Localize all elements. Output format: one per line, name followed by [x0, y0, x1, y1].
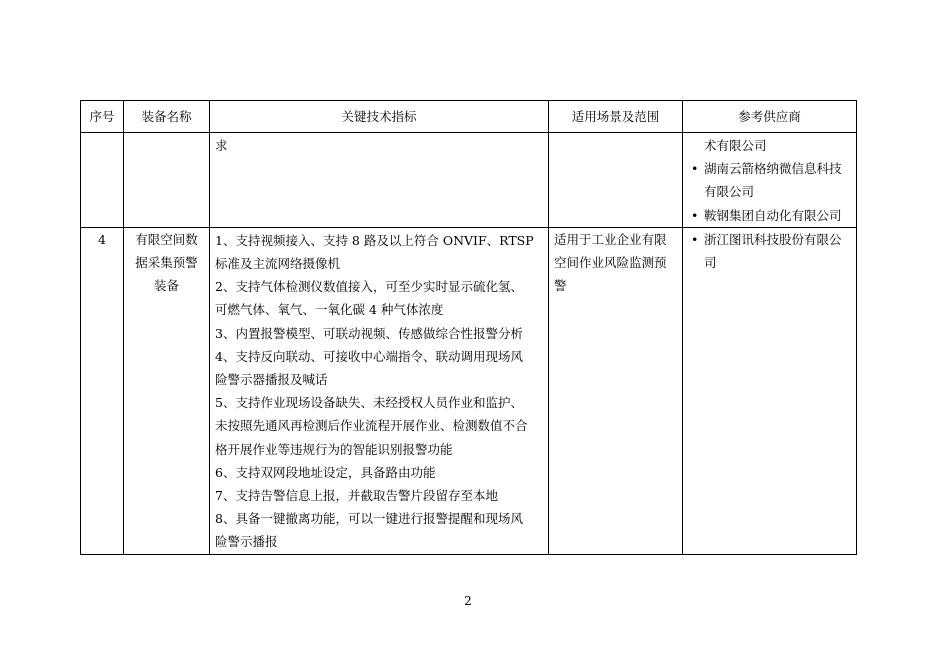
- cont-supplier-cell: [683, 133, 857, 228]
- tech-line: 5、支持作业现场设备缺失、未经授权人员作业和监护、: [215, 395, 523, 411]
- scope-line: 适用于工业企业有限: [554, 231, 667, 247]
- tech-line: 险警示播报: [215, 534, 278, 550]
- equipment-table: [80, 100, 857, 555]
- tech-line: 险警示器播报及喊话: [215, 372, 328, 388]
- supplier-line: 司: [704, 255, 717, 271]
- supplier-item: [704, 228, 851, 274]
- scope-line: 警: [554, 278, 567, 294]
- name-line: 装备: [153, 278, 179, 294]
- supplier-item: [704, 157, 851, 203]
- row4-supplier-cell: [683, 227, 857, 554]
- supplier-item: [704, 204, 851, 227]
- cont-tech-cell: [210, 133, 549, 228]
- supplier-item: [704, 134, 851, 157]
- supplier-line: • 鞍钢集团自动化有限公司: [704, 207, 842, 223]
- supplier-line: 术有限公司: [704, 138, 767, 153]
- header-serial-no: 序号: [81, 101, 124, 133]
- table-row: [81, 227, 857, 554]
- row4-tech-cell: [210, 227, 549, 554]
- tech-line: 6、支持双网段地址设定，具备路由功能: [215, 464, 436, 480]
- supplier-line: • 浙江图讯科技股份有限公: [704, 231, 842, 247]
- tech-line: 7、支持告警信息上报，并截取告警片段留存至本地: [215, 488, 498, 504]
- name-line: 有限空间数: [135, 231, 198, 247]
- tech-line: 格开展作业等违规行为的智能识别报警功能: [215, 441, 453, 457]
- header-scope: 适用场景及范围: [549, 101, 683, 133]
- cont-tech-text: 求: [215, 138, 228, 153]
- header-key-specs: 关键技术指标: [210, 101, 549, 133]
- cont-serial-cell: [81, 133, 124, 228]
- row4-serial-cell: 4: [81, 227, 124, 554]
- cont-name-cell: [124, 133, 210, 228]
- table-row-continued: [81, 133, 857, 228]
- supplier-line: • 湖南云箭格纳微信息科技: [704, 161, 842, 177]
- tech-line: 1、支持视频接入、支持 8 路及以上符合 ONVIF、RTSP: [215, 232, 534, 248]
- tech-line: 4、支持反向联动、可接收中心端指令、联动调用现场风: [215, 348, 523, 364]
- row4-supplier-list: [688, 228, 851, 274]
- cont-supplier-list: [688, 134, 851, 227]
- tech-line: 可燃气体、氧气、一氧化碳 4 种气体浓度: [215, 302, 444, 318]
- row4-name-cell: [124, 227, 210, 554]
- tech-line: 标准及主流网络摄像机: [215, 256, 341, 272]
- name-line: 据采集预警: [135, 255, 198, 271]
- supplier-line: 有限公司: [704, 184, 755, 200]
- table-header-row: [81, 101, 857, 133]
- tech-line: 未按照先通风再检测后作业流程开展作业、检测数值不合: [215, 418, 528, 434]
- tech-line: 2、支持气体检测仪数值接入，可至少实时显示硫化氢、: [215, 279, 523, 295]
- row4-scope-cell: [549, 227, 683, 554]
- cont-scope-cell: [549, 133, 683, 228]
- page-number: 2: [464, 594, 472, 608]
- header-suppliers: 参考供应商: [683, 101, 857, 133]
- header-equipment-name: 装备名称: [124, 101, 210, 133]
- tech-line: 8、具备一键撤离功能，可以一键进行报警提醒和现场风: [215, 511, 523, 527]
- scope-line: 空间作业风险监测预: [554, 255, 667, 271]
- tech-line: 3、内置报警模型、可联动视频、传感做综合性报警分析: [215, 325, 523, 341]
